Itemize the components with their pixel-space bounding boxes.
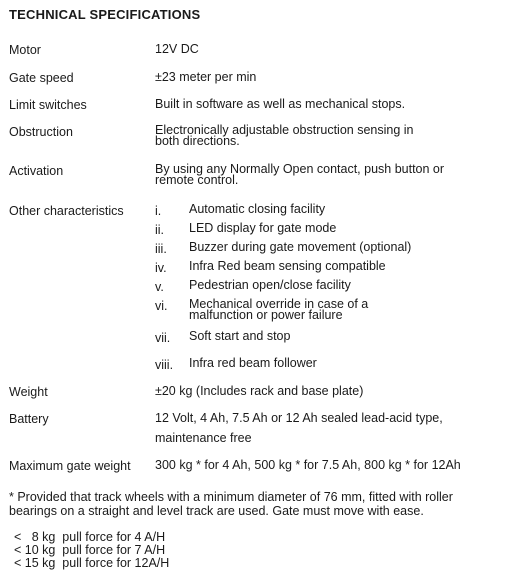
page-title: TECHNICAL SPECIFICATIONS bbox=[9, 7, 201, 22]
spec-value-activation: By using any Normally Open contact, push button or remote control. bbox=[155, 162, 445, 187]
spec-label-activation: Activation bbox=[9, 164, 64, 178]
spec-label-obstruction: Obstruction bbox=[9, 125, 73, 139]
list-item-text: LED display for gate mode bbox=[189, 221, 337, 235]
spec-label-weight: Weight bbox=[9, 385, 48, 399]
list-item-text: Infra Red beam sensing compatible bbox=[189, 259, 386, 273]
list-item-number: i. bbox=[155, 204, 162, 218]
spec-value-battery-line1: 12 Volt, 4 Ah, 7.5 Ah or 12 Ah sealed lead-acid type, bbox=[155, 411, 443, 425]
spec-label-motor: Motor bbox=[9, 43, 41, 57]
spec-value-battery-line2: maintenance free bbox=[155, 431, 252, 445]
list-item-text: Buzzer during gate movement (optional) bbox=[189, 240, 412, 254]
spec-label-gate-speed: Gate speed bbox=[9, 71, 74, 85]
list-item-number: vi. bbox=[155, 299, 168, 313]
spec-value-motor: 12V DC bbox=[155, 42, 199, 56]
list-item-text: Automatic closing facility bbox=[189, 202, 326, 216]
spec-value-max-gate-weight: 300 kg * for 4 Ah, 500 kg * for 7.5 Ah, 800 kg * for 12Ah bbox=[155, 458, 461, 472]
pull-force-line: < 10 kg pull force for 7 A/H bbox=[14, 543, 166, 557]
footnote: * Provided that track wheels with a minimum diameter of 76 mm, fitted with roller bearings on a straight and level track are used. Gate must move with ease. bbox=[9, 490, 453, 518]
list-item-text: Soft start and stop bbox=[189, 329, 291, 343]
list-item-number: iv. bbox=[155, 261, 167, 275]
pull-force-line: < 8 kg pull force for 4 A/H bbox=[14, 530, 166, 544]
list-item-number: ii. bbox=[155, 223, 165, 237]
spec-value-weight: ±20 kg (Includes rack and base plate) bbox=[155, 384, 364, 398]
spec-label-other-characteristics: Other characteristics bbox=[9, 204, 124, 218]
spec-value-obstruction: Electronically adjustable obstruction sensing in both directions. bbox=[155, 123, 414, 148]
spec-label-limit-switches: Limit switches bbox=[9, 98, 87, 112]
list-item-number: viii. bbox=[155, 358, 174, 372]
spec-value-gate-speed: ±23 meter per min bbox=[155, 70, 257, 84]
list-item-text: Infra red beam follower bbox=[189, 356, 317, 370]
list-item-number: iii. bbox=[155, 242, 167, 256]
spec-label-max-gate-weight: Maximum gate weight bbox=[9, 459, 131, 473]
list-item-number: v. bbox=[155, 280, 164, 294]
list-item-text: Mechanical override in case of a malfunction or power failure bbox=[189, 297, 369, 322]
spec-value-limit-switches: Built in software as well as mechanical stops. bbox=[155, 97, 406, 111]
pull-force-line: < 15 kg pull force for 12A/H bbox=[14, 556, 170, 570]
spec-label-battery: Battery bbox=[9, 412, 49, 426]
list-item-text: Pedestrian open/close facility bbox=[189, 278, 351, 292]
list-item-number: vii. bbox=[155, 331, 171, 345]
